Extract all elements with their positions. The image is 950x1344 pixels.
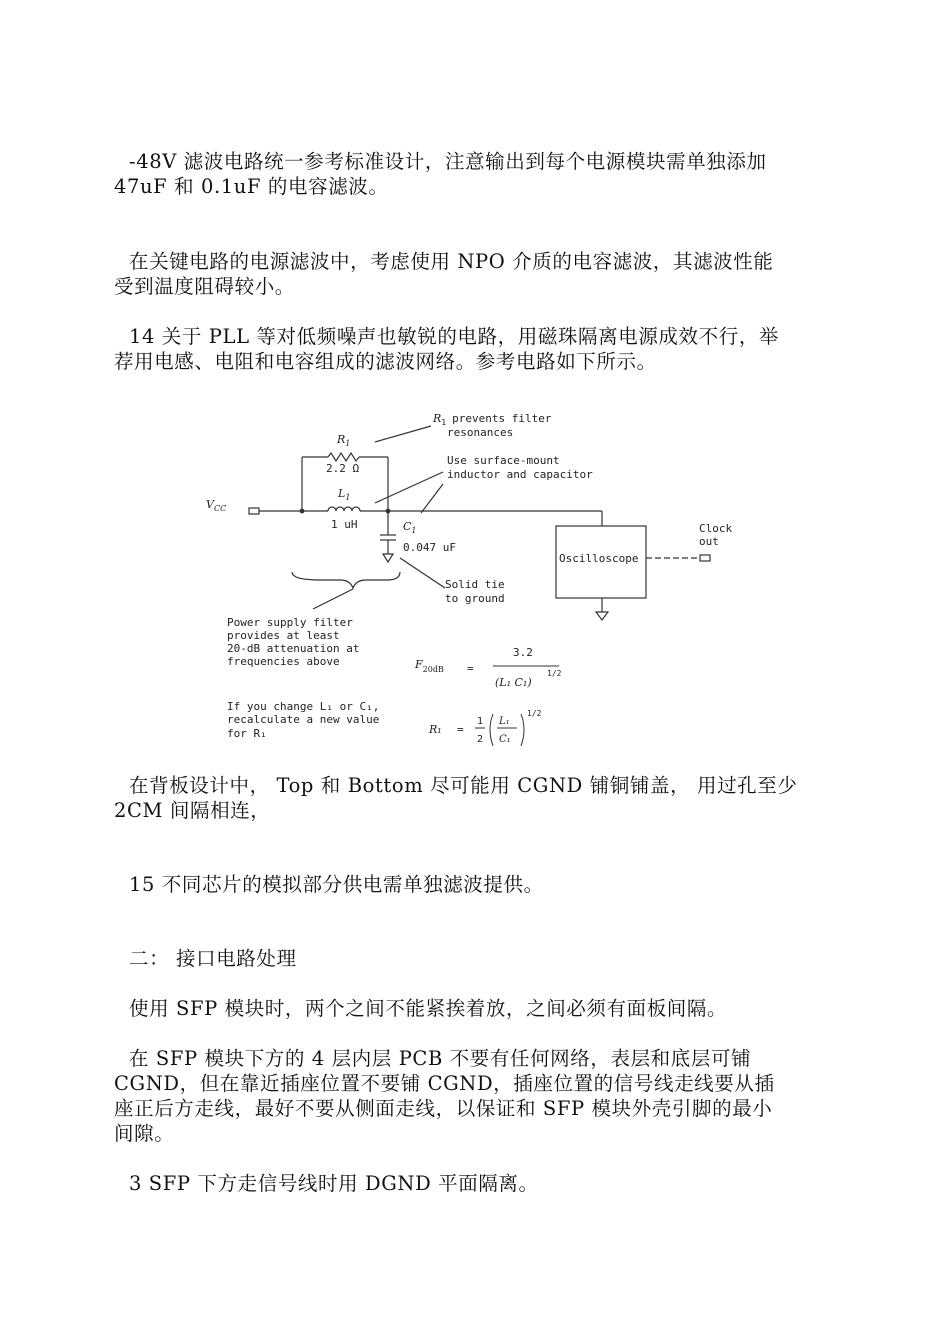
clock-out-connector-icon <box>700 555 710 561</box>
r1-formula-ratio-den: C₁ <box>499 734 511 745</box>
solid-tie-line1: Solid tie <box>445 578 505 591</box>
c1-value: 0.047 uF <box>403 541 456 554</box>
paragraph-filter-48v: -48V 滤波电路统一参考标准设计，注意输出到每个电源模块需单独添加 47uF 和 0.1uF 的电容滤波。 <box>114 150 767 198</box>
vcc-label: $V_{CC}$ <box>206 498 227 513</box>
note-r1-resonances: resonances <box>447 426 514 439</box>
solid-tie-line2: to ground <box>445 592 505 605</box>
oscilloscope-label: Oscilloscope <box>559 552 639 565</box>
r1-formula-ratio-num: L₁ <box>499 716 510 727</box>
change-line1: If you change L₁ or C₁, <box>227 700 380 713</box>
section-heading-interface: 二： 接口电路处理 <box>129 947 297 970</box>
change-line2: recalculate a new value <box>227 713 380 726</box>
r1-formula-exponent: 1/2 <box>527 709 542 718</box>
inductor-symbol <box>328 507 360 511</box>
psf-line3: 20-dB attenuation at <box>227 642 360 655</box>
ground-icon <box>383 554 393 562</box>
r1-formula-label: R₁ <box>429 723 442 736</box>
note-smt-line2: inductor and capacitor <box>447 468 593 481</box>
psf-line2: provides at least <box>227 629 340 642</box>
paragraph-sfp-spacing: 使用 SFP 模块时，两个之间不能紧挨着放，之间必须有面板间隔。 <box>129 997 728 1020</box>
f20db-denominator: (L₁ C₁) <box>495 676 532 689</box>
r1-value: 2.2 Ω <box>326 462 360 475</box>
l1-label: $L_1$ <box>338 487 351 502</box>
clock-out-line2: out <box>699 535 719 548</box>
paragraph-sfp-layers: 在 SFP 模块下方的 4 层内层 PCB 不要有任何网络，表层和底层可铺 CGND，但在靠近插座位置不要铺 CGND，插座位置的信号线走线要从插 座正后方走线，最好不要从侧面走线，以保证和 SFP 模块外壳引脚的最小 间隙。 <box>114 1047 775 1145</box>
l1-value: 1 uH <box>331 518 358 531</box>
vcc-connector-icon <box>249 508 259 514</box>
r1-label: $R_1$ <box>337 433 351 448</box>
paragraph-pll-filter: 14 关于 PLL 等对低频噪声也敏锐的电路，用磁珠隔离电源成效不行，举 荐用电感、电阻和电容组成的滤波网络。参考电路如下所示。 <box>114 325 780 373</box>
r1-formula-half-num: 1 <box>477 716 484 727</box>
filter-circuit-diagram <box>195 400 755 760</box>
resistor-symbol <box>328 453 359 461</box>
note-r1-prevents: $R_1$ prevents filter <box>433 412 552 427</box>
clock-out-line1: Clock <box>699 522 733 535</box>
r1-formula-equals: = <box>457 723 464 736</box>
psf-line1: Power supply filter <box>227 616 353 629</box>
c1-label: $C_1$ <box>403 520 417 535</box>
f20db-exponent: 1/2 <box>547 669 562 678</box>
change-line3: for R₁ <box>227 727 267 740</box>
ground-icon <box>596 612 608 620</box>
f20db-numerator: 3.2 <box>513 646 533 659</box>
paragraph-npo-capacitor: 在关键电路的电源滤波中，考虑使用 NPO 介质的电容滤波，其滤波性能 受到温度阻碍较小。 <box>114 250 774 298</box>
f20db-label: $F_{20dB}$ <box>415 658 444 674</box>
paragraph-sfp-dgnd: 3 SFP 下方走信号线时用 DGND 平面隔离。 <box>129 1172 539 1195</box>
f20db-equals: = <box>467 662 474 675</box>
psf-line4: frequencies above <box>227 655 340 668</box>
r1-formula-half-den: 2 <box>477 734 484 745</box>
note-smt-line1: Use surface-mount <box>447 454 560 467</box>
paragraph-backplane-cgnd: 在背板设计中， Top 和 Bottom 尽可能用 CGND 铺铜铺盖， 用过孔至少 2CM 间隔相连， <box>114 774 798 822</box>
paragraph-analog-supply: 15 不同芯片的模拟部分供电需单独滤波提供。 <box>129 873 544 896</box>
